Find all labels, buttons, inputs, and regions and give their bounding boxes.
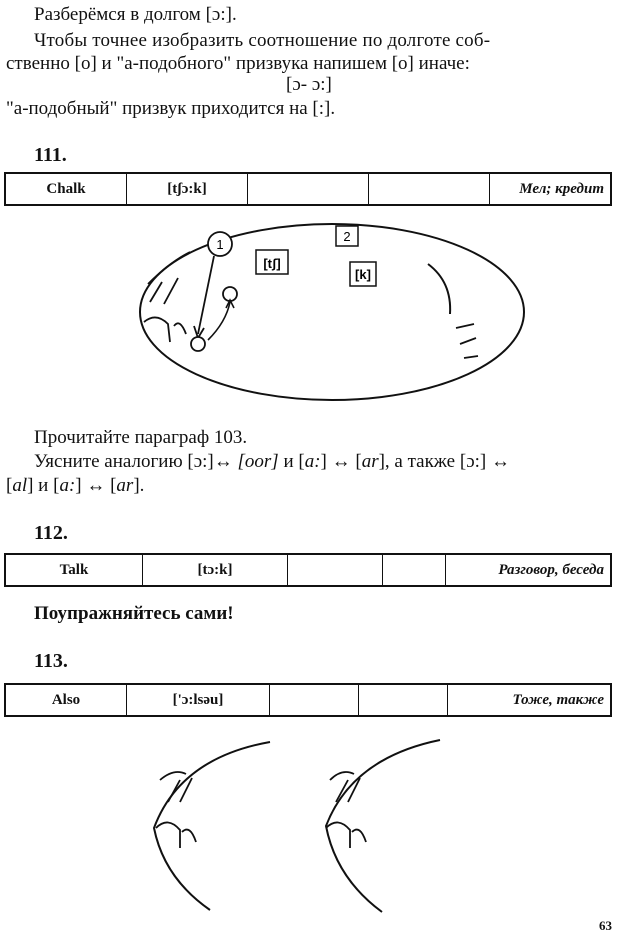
blank-cell bbox=[288, 554, 383, 586]
intro-line-4: [ɔ- ɔ:] bbox=[286, 74, 332, 95]
note-italic: a: bbox=[304, 451, 321, 472]
blank-cell bbox=[383, 554, 446, 586]
lower-teeth-icon bbox=[326, 822, 366, 848]
exercise-111-number: 111. bbox=[34, 144, 67, 166]
label-tsh: [tʃ] bbox=[263, 256, 281, 271]
translation-cell: Разговор, беседа bbox=[446, 554, 612, 586]
translation-cell: Тоже, также bbox=[448, 684, 612, 716]
blank-mouth-diagrams bbox=[120, 728, 470, 918]
note-text: ], а также [ɔ:] ↔ bbox=[378, 451, 510, 472]
blank-cell bbox=[369, 173, 490, 205]
transcription-cell: ['ɔ:lsəu] bbox=[127, 684, 270, 716]
arrow-line bbox=[198, 256, 214, 334]
lower-teeth-icon bbox=[156, 822, 196, 848]
intro-line-3: ственно [o] и "а-подобного" призвука напишем [o] иначе: bbox=[6, 53, 470, 74]
note-text: ] ↔ [ bbox=[75, 475, 117, 496]
note-text: [ bbox=[6, 475, 13, 496]
note-text: и [ bbox=[278, 451, 305, 472]
note-text: ]. bbox=[133, 475, 145, 496]
note-text: Уясните аналогию [ɔ:]↔ bbox=[34, 451, 238, 472]
transcription-cell: [tɔ:k] bbox=[143, 554, 288, 586]
velum-line bbox=[428, 264, 450, 314]
blank-cell bbox=[248, 173, 369, 205]
intro-line-5: "а-подобный" призвук приходится на [:]. bbox=[6, 98, 336, 119]
upper-teeth-icon bbox=[330, 772, 360, 802]
upper-teeth-icon bbox=[150, 278, 178, 304]
intro-line-2: Чтобы точнее изобразить соотношение по долготе соб- bbox=[34, 30, 491, 51]
note-text: ] и [ bbox=[27, 475, 60, 496]
note-line-1: Прочитайте параграф 103. bbox=[34, 427, 248, 448]
translation-cell: Мел; кредит bbox=[490, 173, 612, 205]
exercise-113-table bbox=[4, 683, 612, 717]
word-cell: Chalk bbox=[5, 173, 127, 205]
blank-cell bbox=[359, 684, 448, 716]
exercise-112-number: 112. bbox=[34, 522, 68, 544]
intro-line-1: Разберёмся в долгом [ɔ:]. bbox=[34, 4, 237, 25]
word-cell: Talk bbox=[5, 554, 143, 586]
table-row bbox=[5, 554, 611, 586]
lower-teeth-icon bbox=[144, 317, 186, 342]
note-italic: ar bbox=[116, 475, 134, 496]
note-italic: [oor] bbox=[237, 451, 279, 472]
page-number: 63 bbox=[599, 918, 612, 933]
note-italic: a: bbox=[59, 475, 76, 496]
pharynx-marks bbox=[456, 324, 478, 358]
practice-heading: Поупражняйтесь сами! bbox=[34, 603, 234, 624]
note-italic: al bbox=[12, 475, 28, 496]
transcription-cell: [tʃɔ:k] bbox=[127, 173, 248, 205]
mouth-outline-right bbox=[326, 740, 440, 912]
exercise-111-table bbox=[4, 172, 612, 206]
exercise-113-number: 113. bbox=[34, 650, 68, 672]
tongue-point-icon bbox=[191, 337, 205, 351]
note-italic: ar bbox=[361, 451, 379, 472]
upper-teeth-icon bbox=[160, 772, 192, 802]
table-row bbox=[5, 684, 611, 716]
oral-cavity-outline bbox=[140, 224, 524, 400]
word-cell: Also bbox=[5, 684, 127, 716]
note-line-2 bbox=[34, 451, 510, 473]
mouth-outline-left bbox=[154, 742, 270, 910]
table-row bbox=[5, 173, 611, 205]
note-text: ] ↔ [ bbox=[320, 451, 362, 472]
mouth-articulation-diagram bbox=[110, 212, 610, 422]
marker-2-label: 2 bbox=[343, 229, 351, 244]
label-k: [k] bbox=[355, 267, 371, 282]
marker-1-label: 1 bbox=[216, 237, 224, 252]
blank-cell bbox=[270, 684, 359, 716]
note-line-3 bbox=[6, 475, 144, 497]
exercise-112-table bbox=[4, 553, 612, 587]
